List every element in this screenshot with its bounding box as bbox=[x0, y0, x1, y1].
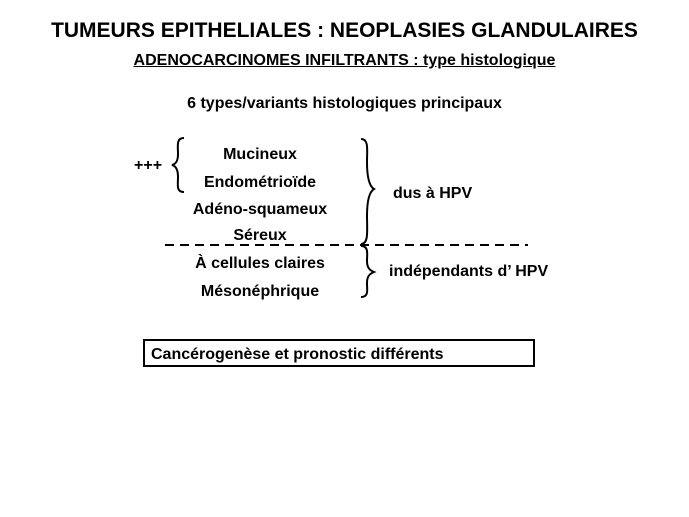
summary-box bbox=[143, 339, 535, 367]
type-item-sereux: Séreux bbox=[233, 227, 287, 244]
summary-text: Cancérogenèse et pronostic différents bbox=[151, 346, 444, 363]
left-brace-mucinous bbox=[172, 138, 184, 192]
slide-subtitle: ADENOCARCINOMES INFILTRANTS : type histologique bbox=[133, 52, 556, 69]
mucinous-marker: +++ bbox=[134, 157, 163, 174]
hpv-dependent-label: dus à HPV bbox=[393, 185, 473, 202]
type-item-cellules-claires: À cellules claires bbox=[195, 255, 325, 272]
slide-title: TUMEURS EPITHELIALES : NEOPLASIES GLANDULAIRES bbox=[51, 19, 638, 42]
type-item-endometrioide: Endométrioïde bbox=[203, 174, 316, 191]
type-item-adeno-squameux: Adéno-squameux bbox=[192, 201, 328, 218]
hpv-independent-label: indépendants d’ HPV bbox=[389, 263, 549, 280]
type-item-mucineux: Mucineux bbox=[223, 146, 297, 163]
right-brace-hpv-independent bbox=[361, 246, 374, 297]
type-item-mesonephrique: Mésonéphrique bbox=[200, 283, 320, 300]
right-brace-hpv-dependent bbox=[361, 139, 374, 244]
intro-text: 6 types/variants histologiques principaux bbox=[187, 95, 502, 112]
